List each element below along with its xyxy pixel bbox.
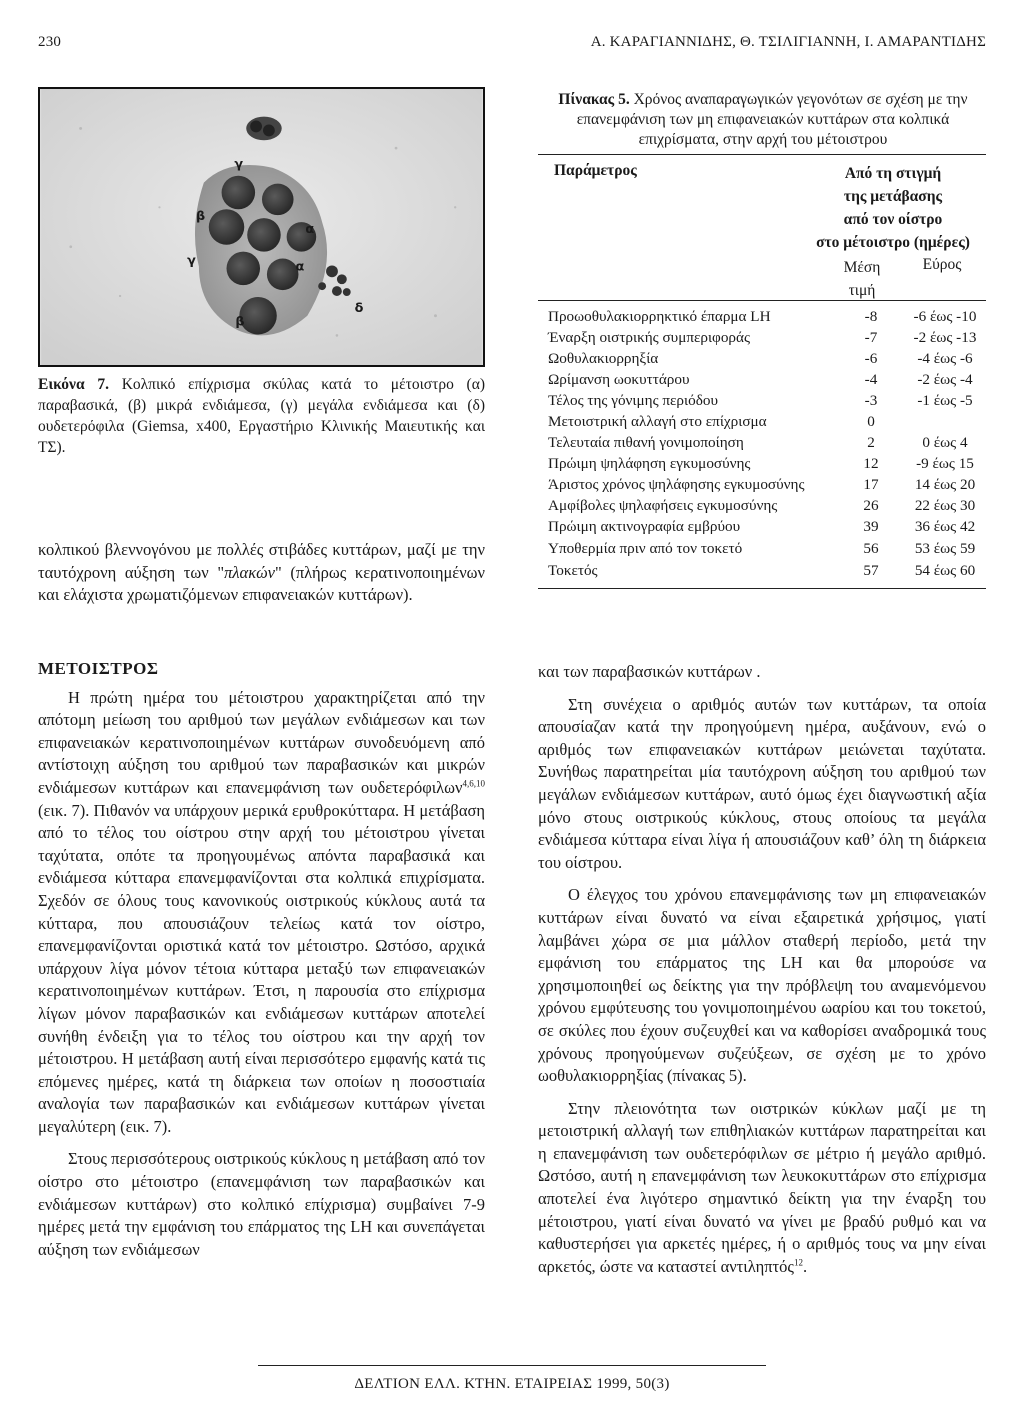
left-intro-paragraph xyxy=(38,539,485,607)
row-range: -9 έως 15 xyxy=(916,455,974,472)
section-heading: ΜΕΤΟΙΣΤΡΟΣ xyxy=(38,659,159,678)
table-header-time-line-3: από τον οίστρο xyxy=(843,211,943,228)
figure-caption-text: Κολπικό επίχρισμα σκύλας κατά το μέτοιστρο (α) παραβασικά, (β) μικρά ενδιάμεσα, (γ) μεγάλα ενδιάμεσα και (δ) ουδετερόφιλα (Giemsa, x400, Εργαστήριο Κλινικής Μαιευτικής και ΤΣ). xyxy=(38,376,485,456)
journal-footer: ΔΕΛΤΙΟΝ ΕΛΛ. ΚΤΗΝ. ΕΤΑΙΡΕΙΑΣ 1999, 50(3) xyxy=(354,1376,670,1392)
table-row xyxy=(548,390,986,411)
row-mean: 57 xyxy=(863,562,879,579)
row-parameter: Τελευταία πιθανή γονιμοποίηση xyxy=(548,434,744,451)
table-row xyxy=(548,306,986,327)
footer-rule xyxy=(258,1365,766,1366)
left-paragraph-1 xyxy=(38,687,485,1139)
row-parameter: Έναρξη οιστρικής συμπεριφοράς xyxy=(548,329,750,346)
figure-label-beta-1: β xyxy=(195,209,206,225)
figure-label-beta-2: β xyxy=(235,314,245,330)
row-parameter: Πρώιμη ψηλάφηση εγκυμοσύνης xyxy=(548,455,751,472)
row-mean: -7 xyxy=(864,329,878,346)
table-row xyxy=(548,516,986,537)
row-range: 54 έως 60 xyxy=(914,562,976,579)
metoestrus-section xyxy=(38,658,485,1261)
table-row xyxy=(548,453,986,474)
right-paragraph-3-text-b: . xyxy=(802,1256,808,1276)
table-bottom-rule xyxy=(538,588,986,589)
row-mean: -4 xyxy=(864,371,878,388)
row-parameter: Αμφίβολες ψηλαφήσεις εγκυμοσύνης xyxy=(548,497,778,514)
row-mean: 56 xyxy=(863,540,879,557)
table-header-range: Εύρος xyxy=(922,256,962,273)
row-mean: 26 xyxy=(863,497,879,514)
row-mean: 17 xyxy=(863,476,879,493)
row-range: 14 έως 20 xyxy=(914,476,976,493)
table-title-text: Χρόνος αναπαραγωγικών γεγονότων σε σχέση με την επανεμφάνιση των μη επιφανειακών κυττάρων στα κολπικά επιχρίσματα, στην αρχή του μέτοιστρου xyxy=(576,91,968,148)
table-row xyxy=(548,348,986,369)
figure-label-delta: δ xyxy=(354,300,364,316)
table-row xyxy=(548,411,986,432)
row-parameter: Ωρίμανση ωοκυττάρου xyxy=(548,371,690,388)
figure-label-gamma-1: γ xyxy=(234,156,244,172)
row-range: 53 έως 59 xyxy=(914,540,976,557)
row-parameter: Μετοιστρική αλλαγή στο επίχρισμα xyxy=(548,413,767,430)
row-range: 36 έως 42 xyxy=(914,518,976,535)
table-header-time xyxy=(800,162,986,254)
left-paragraph-2: Στους περισσότερους οιστρικούς κύκλους η μετάβαση από τον οίστρο στο μέτοιστρο (επανεμφάνιση των παραβασικών και ενδιάμεσων κυττάρων) στο κολπικό επίχρισμα) συμβαίνει 7-9 ημέρες μετά την εμφάνιση του επάρματος της LH και συνεπάγεται αύξηση των ενδιάμεσων xyxy=(38,1149,485,1259)
right-continuation: και των παραβασικών κυττάρων . xyxy=(538,662,761,681)
right-paragraph-1: Στη συνέχεια ο αριθμός αυτών των κυττάρων, τα οποία απουσίαζαν κατά την προηγούμενη ημέρα, αυξάνουν, ενώ ο αριθμός των επιφανειακών κυττάρων μειώνεται ταχύτατα. Συνήθως παρατηρείται μία ταυτόχρονη αύξηση του αριθμού των μεγάλων ενδιάμεσων κυττάρων, αυτό όμως έχει διαγνωστική αξία μόνο στους οιστρικούς κύκλους, στους οποίους τα μεγάλα ενδιάμεσα κύτταρα είναι λίγα ή απουσιάζουν καθ’ όλη τη διάρκεια του οίστρου. xyxy=(538,694,986,872)
citation-superscript: 12 xyxy=(793,1257,803,1268)
table-header-parameter: Παράμετρος xyxy=(554,162,637,179)
right-paragraph-2: Ο έλεγχος του χρόνου επανεμφάνισης των μη επιφανειακών κυττάρων είναι δυνατό να είναι εξαιρετικά χρήσιμος, γιατί λαμβάνει χώρα σε μια μάλλον σταθερή περίοδο, μετά την εμφάνιση του επάρματος της LH και θα μπορούσε να χρησιμοποιηθεί ως δείκτης για την πρόβλεψη του αναμενόμενου χρόνου εμφύτευσης του γονιμοποιημένου ωαρίου και του τοκετού, σε σκύλες που έχουν συζευχθεί και να καθορίσει αναδρομικά τους χρόνους προηγούμενων συζεύξεων, σε σχέση με το χρόνο ωοθυλακιορρηξίας (πίνακας 5). xyxy=(538,885,986,1086)
row-mean: -8 xyxy=(864,308,878,325)
table-row xyxy=(548,495,986,516)
row-range: -2 έως -13 xyxy=(913,329,977,346)
running-head-authors: Α. ΚΑΡΑΓΙΑΝΝΙΔΗΣ, Θ. ΤΣΙΛΙΓΙΑΝΝΗ, Ι. ΑΜΑΡΑΝΤΙΔΗΣ xyxy=(590,34,986,50)
row-mean: 39 xyxy=(863,518,879,535)
left-paragraph-1-text-a: Η πρώτη ημέρα του μέτοιστρου χαρακτηρίζεται από την απότομη μείωση του αριθμού των μεγάλων ενδιάμεσων και των επιφανειακών κερατινοποιημένων κυττάρων συνοδευόμενη από αντίστοιχη αύξηση του αριθμού των παραβασικών και μικρών ενδιάμεσων κυττάρων και επανεμφάνιση των ουδετερόφιλων xyxy=(38,687,485,797)
row-parameter: Πρώιμη ακτινογραφία εμβρύου xyxy=(548,518,741,535)
row-parameter: Προωοθυλακιορρηκτικό έπαρμα LH xyxy=(548,308,771,325)
row-mean: -3 xyxy=(864,392,878,409)
right-paragraph-3 xyxy=(538,1098,986,1279)
row-parameter: Τοκετός xyxy=(548,562,598,579)
figure-caption-label: Εικόνα 7. xyxy=(38,376,109,393)
figure-caption xyxy=(38,374,485,458)
citation-superscript: 4,6,10 xyxy=(462,778,485,789)
table-row xyxy=(548,474,986,495)
row-parameter: Υποθερμία πριν από τον τοκετό xyxy=(548,540,743,557)
table-title xyxy=(540,90,986,150)
table-header-mean-line-2: τιμή xyxy=(848,282,876,299)
row-range: -2 έως -4 xyxy=(917,371,973,388)
table-header-time-line-4: στο μέτοιστρο (ημέρες) xyxy=(816,234,970,251)
row-parameter: Ωοθυλακιορρηξία xyxy=(548,350,659,367)
table-header-time-line-1: Από τη στιγμή xyxy=(844,165,942,182)
table-top-rule xyxy=(538,154,986,155)
table-row xyxy=(548,538,986,559)
row-range: -1 έως -5 xyxy=(917,392,973,409)
figure-label-alpha-2: α xyxy=(295,259,305,275)
row-range: -6 έως -10 xyxy=(913,308,977,325)
row-range: 0 έως 4 xyxy=(922,434,968,451)
table-header-time-line-2: της μετάβασης xyxy=(843,188,943,205)
table-row xyxy=(548,369,986,390)
table-header-rule xyxy=(538,300,986,301)
table-row xyxy=(548,560,986,581)
row-range: 22 έως 30 xyxy=(914,497,976,514)
right-paragraph-3-text-a: Στην πλειονότητα των οιστρικών κύκλων μαζί με τη μετοιστρική αλλαγή των επιθηλιακών κυττάρων παρατηρείται και η επανεμφάνιση των ουδετερόφιλων σε μέτριο ή μεγάλο αριθμό. Ωστόσο, αυτή η επανεμφάνιση των λευκοκυττάρων στο επίχρισμα αποτελεί ένα λιγότερο σημαντικό δείκτη για την έναρξη του μέτοιστρου, γιατί είναι δυνατό να γίνει με βραδύ ρυθμό και να καθυστερήσει για αρκετές ημέρες, ή ο αριθμός τους να μην είναι αρκετός, ώστε να καταστεί αντιληπτός xyxy=(538,1098,986,1276)
figure-label-alpha-1: α xyxy=(305,221,315,237)
table-header-mean xyxy=(836,256,888,302)
page-number: 230 xyxy=(38,34,62,50)
row-mean: 0 xyxy=(867,413,875,430)
row-parameter: Άριστος χρόνος ψηλάφησης εγκυμοσύνης xyxy=(548,476,805,493)
row-parameter: Τέλος της γόνιμης περιόδου xyxy=(548,392,718,409)
row-mean: 2 xyxy=(867,434,875,451)
row-range: -4 έως -6 xyxy=(917,350,973,367)
row-mean: -6 xyxy=(864,350,878,367)
table-title-label: Πίνακας 5. xyxy=(558,91,630,108)
table-row xyxy=(548,327,986,348)
intro-text-pre: κολπικού βλεννογόνου με πολλές στιβάδες κυττάρων, μαζί με την ταυτόχρονη αύξηση των " xyxy=(38,540,485,582)
intro-text-post: " (πλήρως κερατινοποιημένων και ελάχιστα χρωματιζόμενων επιφανειακών κυττάρων). xyxy=(38,562,486,605)
right-column-body xyxy=(538,661,986,1278)
table-header-mean-line-1: Μέση xyxy=(843,259,881,276)
table-row xyxy=(548,432,986,453)
figure-micrograph xyxy=(38,87,485,367)
intro-text-emphasis: πλακών xyxy=(224,562,275,582)
left-paragraph-1-text-b: (εικ. 7). Πιθανόν να υπάρχουν μερικά ερυθροκύτταρα. Η μετάβαση από το τέλος του οίστρου στην αρχή του μέτοιστρου γίνεται ταχύτατα, οπότε τα προηγουμένως απόντα παραβασικά και ενδιάμεσα κύτταρα επανεμφανίζονται στα κολπικά επιχρίσματα. Σχεδόν σε όλους τους κανονικούς οιστρικούς κύκλους αυτά τα κύτταρα, που απουσιάζουν τελείως κατά τον οίστρο, επανεμφανίζονται οριστικά κατά τον μέτοιστρο. Ωστόσο, αρχικά υπάρχουν λίγα μόνον τέτοια κύτταρα μεταξύ των επιφανειακών κερατινοποιημένων κυττάρων. Έτσι, η παρουσία στο επίχρισμα λίγων μόνον παραβασικών και ενδιάμεσων κυττάρων αποτελεί συνήθη ένδειξη για το τέλος του οίστρου και την αρχή τον μέτοιστρου. Η μετάβαση αυτή είναι περισσότερο εμφανής κατά τις επόμενες ημέρες, κατά τη διάρκεια των οποίων η ποσοστιαία αναλογία των παραβασικών και ενδιάμεσων κυττάρων γίνεται μεγαλύτερη (εικ. 7). xyxy=(38,800,485,1136)
row-mean: 12 xyxy=(863,455,879,472)
micrograph-illustration xyxy=(40,89,483,365)
figure-label-gamma-2: γ xyxy=(187,253,196,269)
